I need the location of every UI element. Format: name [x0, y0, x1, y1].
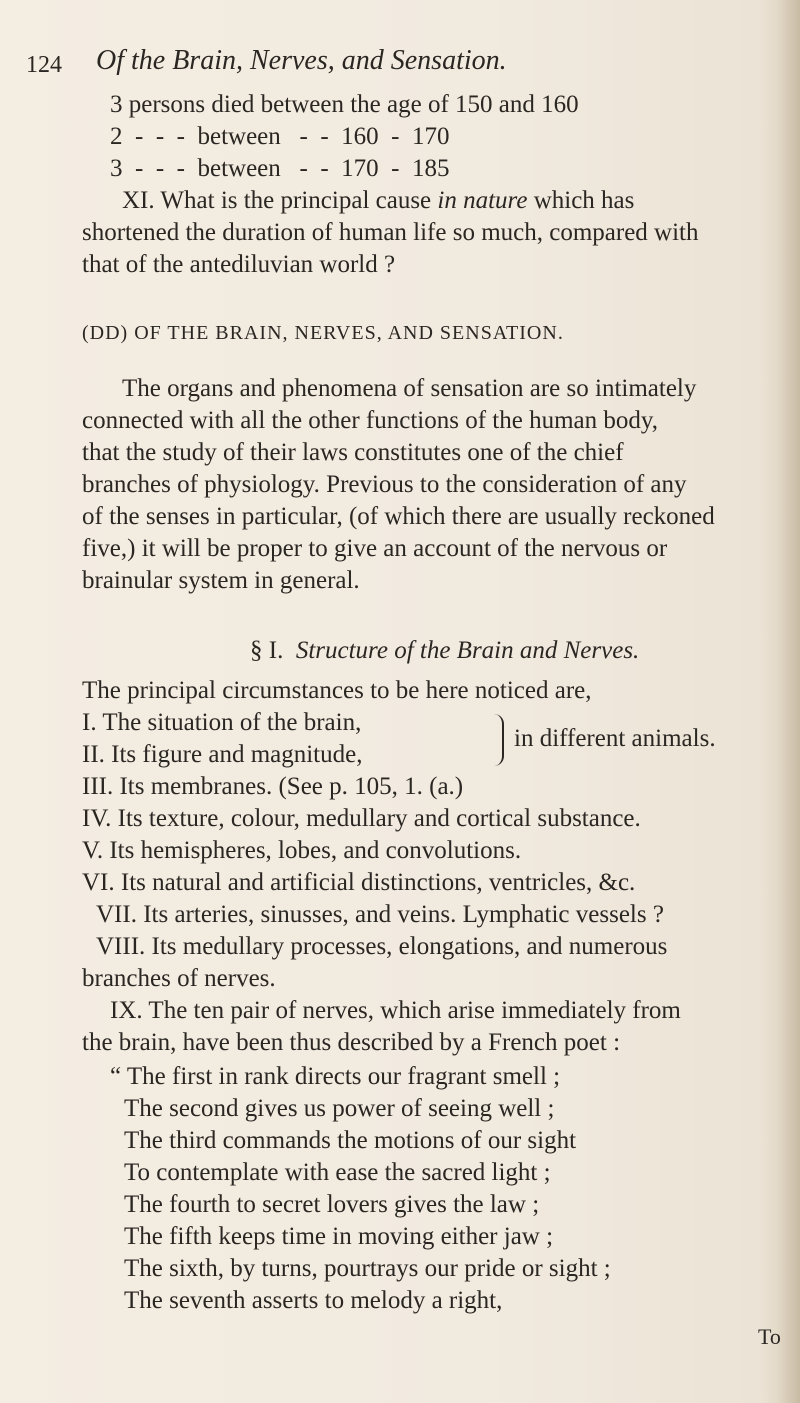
intro-line-3: that the study of their laws constitutes one of the chief	[82, 439, 624, 466]
list-item-6: VI. Its natural and artificial distinctions, ventricles, &c.	[82, 869, 636, 896]
curly-brace	[492, 714, 504, 766]
stats-line-2: 2 - - - between - - 160 - 170	[110, 123, 450, 150]
list-item-7: VII. Its arteries, sinusses, and veins. Lymphatic vessels ?	[96, 901, 664, 928]
intro-line-7: brainular system in general.	[82, 567, 360, 594]
list-item-8: VIII. Its medullary processes, elongations, and numerous	[96, 933, 668, 960]
question-text-c: which has	[527, 187, 635, 214]
list-lead: The principal circumstances to be here noticed are,	[82, 677, 592, 704]
section-heading: (DD) OF THE BRAIN, NERVES, AND SENSATION.	[82, 322, 564, 344]
poem-line-3: The third commands the motions of our sight	[124, 1127, 577, 1154]
catchword: To	[758, 1324, 781, 1349]
list-item-9-cont: the brain, have been thus described by a French poet :	[82, 1029, 621, 1056]
brace-note: in different animals.	[514, 725, 716, 752]
poem-line-4: To contemplate with ease the sacred light ;	[124, 1159, 551, 1186]
intro-line-6: five,) it will be proper to give an account of the nervous or	[82, 535, 668, 562]
poem-line-2: The second gives us power of seeing well ;	[124, 1095, 555, 1122]
page-edge	[778, 0, 800, 1403]
stats-line-1: 3 persons died between the age of 150 and 160	[110, 91, 579, 118]
poem-line-1: “ The first in rank directs our fragrant smell ;	[110, 1063, 561, 1090]
section-mark: § I.	[250, 637, 284, 664]
poem-line-5: The fourth to secret lovers gives the law ;	[124, 1191, 540, 1218]
list-item-1: I. The situation of the brain,	[82, 709, 362, 736]
intro-line-4: branches of physiology. Previous to the consideration of any	[82, 471, 687, 498]
intro-line-1: The organs and phenomena of sensation are so intimately	[122, 375, 697, 402]
subsection-heading	[250, 636, 639, 666]
list-item-4: IV. Its texture, colour, medullary and cortical substance.	[82, 805, 641, 832]
page-number: 124	[26, 52, 62, 78]
running-title: Of the Brain, Nerves, and Sensation.	[96, 45, 507, 76]
stats-line-3: 3 - - - between - - 170 - 185	[110, 155, 450, 182]
list-item-9: IX. The ten pair of nerves, which arise immediately from	[110, 997, 681, 1024]
poem-line-7: The sixth, by turns, pourtrays our pride or sight ;	[124, 1255, 611, 1282]
question-line-3: that of the antediluvian world ?	[82, 251, 396, 278]
list-item-5: V. Its hemispheres, lobes, and convolutions.	[82, 837, 522, 864]
poem-line-8: The seventh asserts to melody a right,	[124, 1287, 503, 1314]
question-emphasis: in nature	[437, 187, 528, 214]
intro-line-5: of the senses in particular, (of which there are usually reckoned	[82, 503, 715, 530]
subsection-title: Structure of the Brain and Nerves.	[295, 637, 640, 664]
question-line-1	[122, 186, 634, 216]
intro-line-2: connected with all the other functions of the human body,	[82, 407, 659, 434]
question-line-2: shortened the duration of human life so much, compared with	[82, 219, 699, 246]
list-item-2: II. Its figure and magnitude,	[82, 741, 363, 768]
list-item-3: III. Its membranes. (See p. 105, 1. (a.)	[82, 773, 464, 800]
list-item-8-cont: branches of nerves.	[82, 965, 276, 992]
question-text-a: XI. What is the principal cause	[122, 187, 438, 214]
poem-line-6: The fifth keeps time in moving either jaw ;	[124, 1223, 554, 1250]
